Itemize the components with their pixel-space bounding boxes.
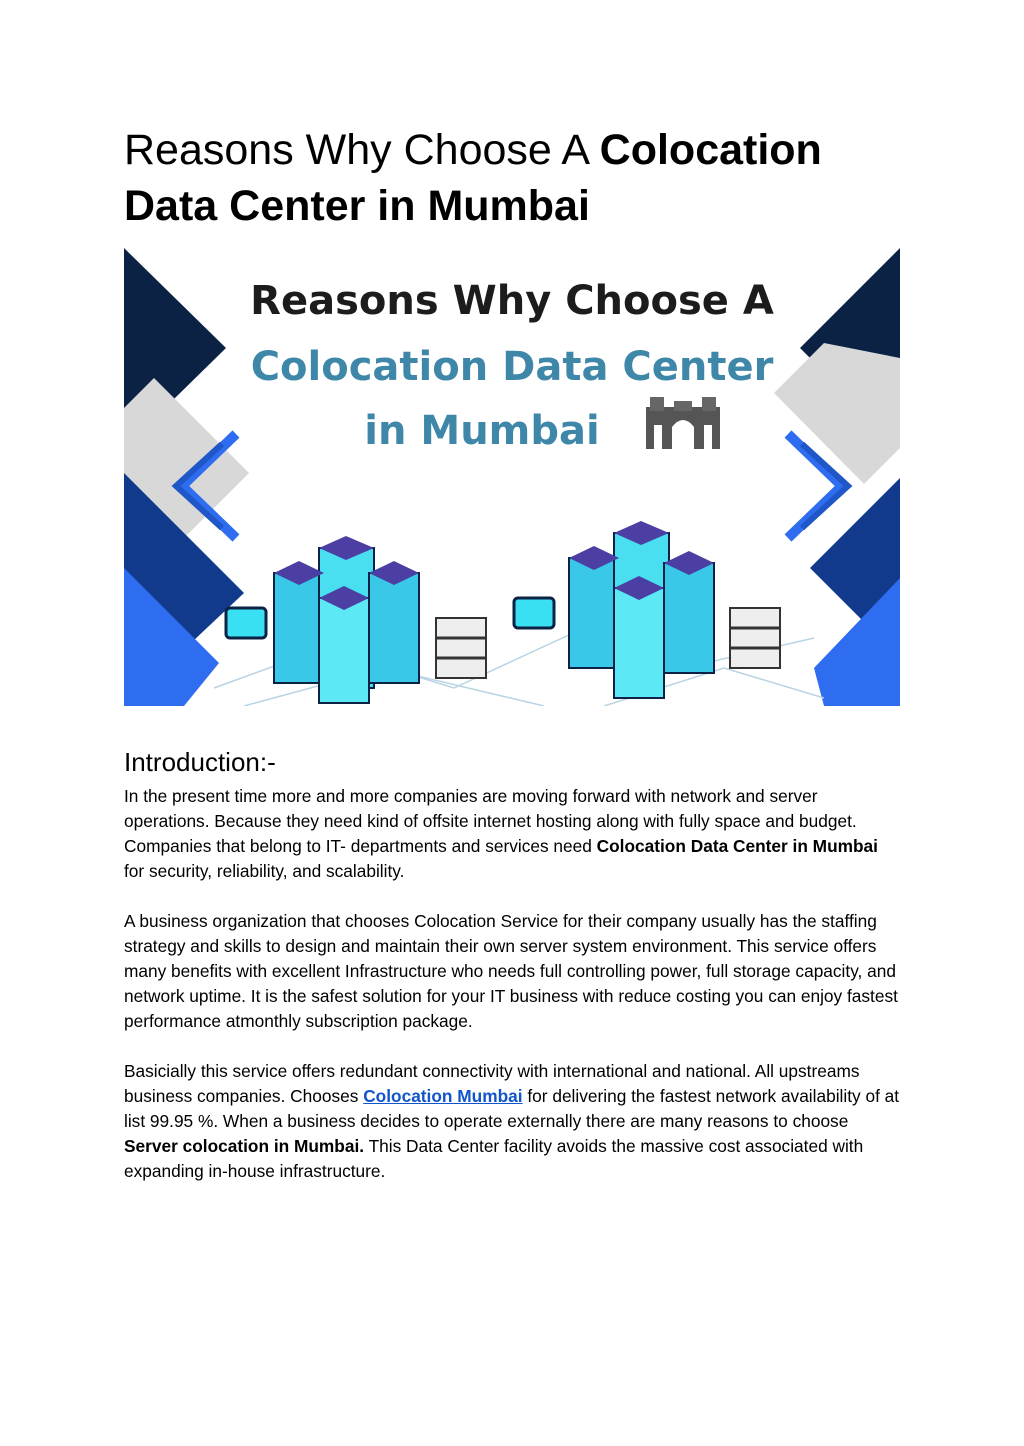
intro-paragraph-2: A business organization that chooses Colocation Service for their company usually has the staffing strategy and skills to design and maintain their own server system environment. This service offers many benefits with excellent Infrastructure who needs full controlling power, full storage capacity, and network uptime. It is the safest solution for your IT business with reduce costing you can enjoy fastest performance atmonthly subscription package.	[124, 911, 898, 1031]
left-server-cluster	[226, 536, 486, 703]
right-server-cluster	[514, 521, 780, 698]
banner-line-2: Colocation Data Center	[250, 344, 774, 390]
hero-banner-image	[124, 248, 900, 706]
banner-line-3: in Mumbai	[364, 408, 600, 454]
document-page	[124, 122, 904, 1184]
intro-paragraph-1: In the present time more and more companies are moving forward with network and server operations. Because they need kind of offsite internet hosting along with fully space and budget. Companies that belong to IT- departments and services need Colocation Data Center in Mumbai for security, reliability, and scalability.	[124, 786, 878, 881]
banner-line-1: Reasons Why Choose A	[250, 278, 774, 324]
colocation-mumbai-link[interactable]: Colocation Mumbai	[363, 1086, 523, 1106]
introduction-heading: Introduction:-	[124, 747, 276, 777]
page-title: Reasons Why Choose A Colocation Data Center in Mumbai	[124, 126, 822, 230]
intro-paragraph-3: Basicially this service offers redundant connectivity with international and national. All upstreams business companies. Chooses Colocation Mumbai for delivering the fastest network availability of at list 99.95 %. When a business decides to operate externally there are many reasons to choose Server colocation in Mumbai. This Data Center facility avoids the massive cost associated with expanding in-house infrastructure.	[124, 1061, 900, 1181]
